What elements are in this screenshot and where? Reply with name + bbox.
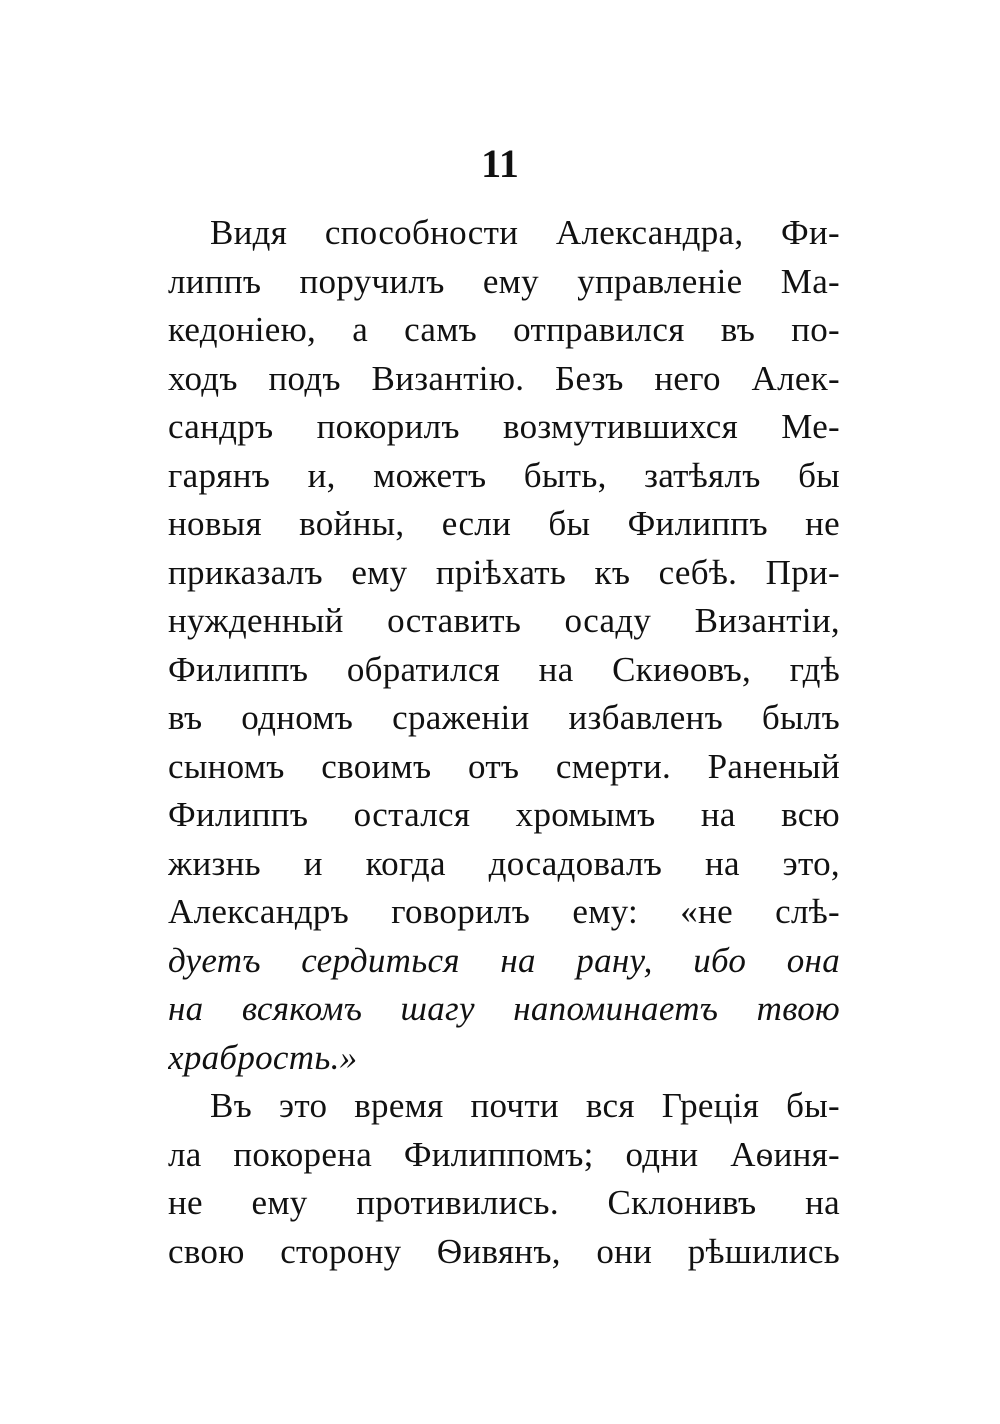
body-text <box>168 209 840 1276</box>
text-line: ходъ подъ Византію. Безъ него Алек- <box>168 358 840 398</box>
quote-line: на всякомъ шагу напоминаетъ твою <box>168 989 840 1028</box>
text-line: Видя способности Александра, Фи- <box>210 213 840 252</box>
text-line: не ему противились. Склонивъ на <box>168 1183 840 1222</box>
text-line: гарянъ и, можетъ быть, затѣялъ бы <box>168 455 840 495</box>
text-line: сандръ покорилъ возмутившихся Ме- <box>168 407 840 446</box>
text-line: липпъ поручилъ ему управленіе Ма- <box>168 261 840 301</box>
text-line: Въ это время почти вся Греція бы- <box>210 1086 840 1125</box>
quote-line: дуетъ сердиться на рану, ибо она <box>168 940 840 980</box>
text-line: ла покорена Филиппомъ; одни Аѳиня- <box>168 1134 840 1174</box>
text-line: Александръ говорилъ ему: «не слѣ- <box>168 892 840 931</box>
text-line: приказалъ ему пріѣхать къ себѣ. При- <box>168 552 840 592</box>
text-line: нужденный оставить осаду Византіи, <box>168 601 840 640</box>
text-line: Филиппъ остался хромымъ на всю <box>168 795 840 834</box>
text-line: жизнь и когда досадовалъ на это, <box>168 843 840 883</box>
text-line: Филиппъ обратился на Скиѳовъ, гдѣ <box>168 649 840 689</box>
text-line: сыномъ своимъ отъ смерти. Раненый <box>168 746 840 786</box>
text-line: въ одномъ сраженіи избавленъ былъ <box>168 698 840 737</box>
text-line: кедоніею, а самъ отправился въ по- <box>168 310 840 349</box>
quote-line: храбрость.» <box>168 1037 358 1077</box>
page-number: 11 <box>481 141 519 186</box>
text-line: свою сторону Ѳивянъ, они рѣшились <box>168 1231 840 1271</box>
text-line: новыя войны, если бы Филиппъ не <box>168 504 840 543</box>
